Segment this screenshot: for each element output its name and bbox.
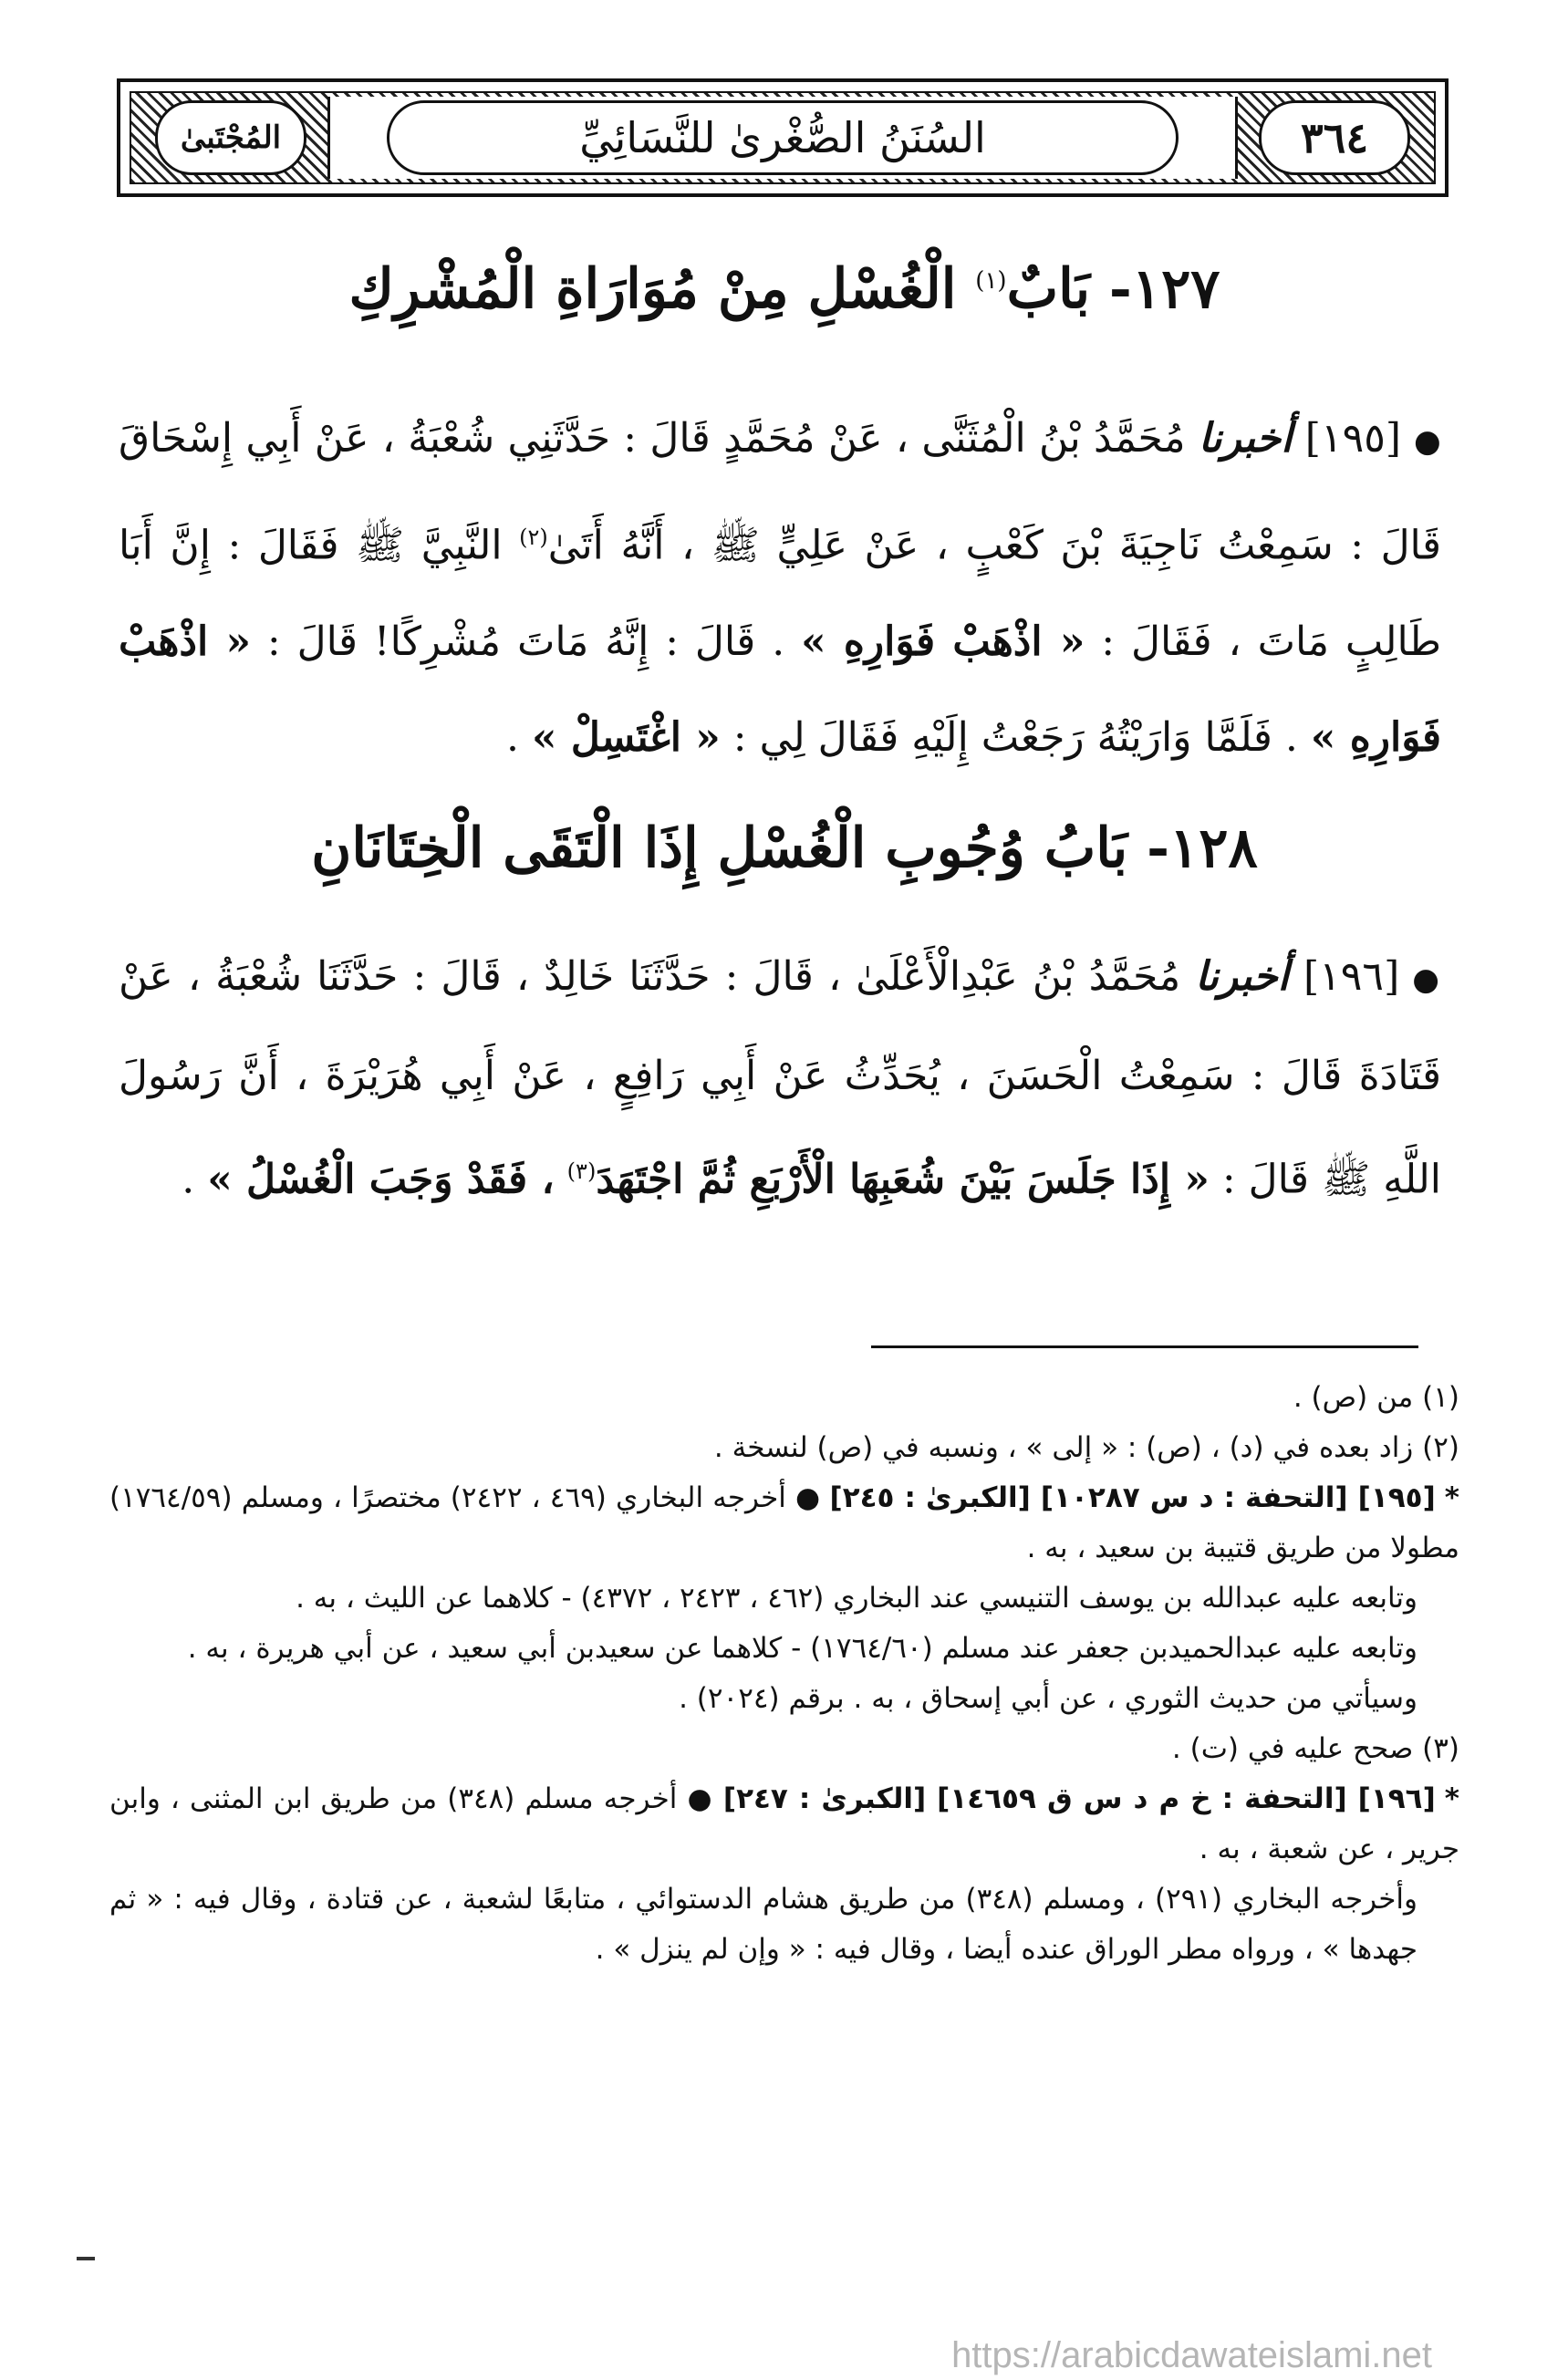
takhrij-195-note-b: وتابعه عليه عبدالحميدبن جعفر عند مسلم (١٧٦٤/٦٠) - كلاهما عن سعيدبن أبي سعيد ، عن أبي هريرة ، به . bbox=[187, 1632, 1417, 1665]
bullet-icon: ● bbox=[1414, 423, 1441, 460]
chapter-heading-127 bbox=[119, 257, 1450, 321]
chapter-heading-128: ١٢٨- بَابُ وُجُوبِ الْغُسْلِ إِذَا الْتَقَى الْخِتَانَانِ bbox=[311, 816, 1258, 880]
takhrij-195-note-c: وسيأتي من حديث الثوري ، عن أبي إسحاق ، به . برقم (٢٠٢٤) . bbox=[679, 1682, 1417, 1715]
takhrij-195 bbox=[109, 1473, 1459, 1574]
prophetic-quote: « اغْتَسِلْ » bbox=[532, 713, 721, 761]
hadith-text: النَّبِيَّ ﷺ فَقَالَ : إِنَّ أَبَا طَالِبٍ مَاتَ ، فَقَالَ : bbox=[119, 522, 1441, 665]
takhrij-text: أخرجه البخاري (٤٦٩ ، ٢٤٢٢) مختصرًا ، ومسلم (١٧٦٤/٥٩) مطولا من طريق قتيبة بن سعيد ، به . bbox=[109, 1481, 1459, 1564]
takhrij-ref: [١٩٥] [التحفة : د س ١٠٢٨٧] [الكبرىٰ : ٢٤٥] bbox=[829, 1481, 1436, 1514]
akhbarana-word: أخبرنا bbox=[1198, 415, 1293, 462]
takhrij-196-note-a: وأخرجه البخاري (٢٩١) ، ومسلم (٣٤٨) من طريق هشام الدستوائي ، متابعًا لشعبة ، عن قتادة ، وقال فيه : « ثم جهدها » ، ورواه مطر الوراق عنده أيضا ، وقال فيه : « وإن لم ينزل » . bbox=[109, 1883, 1418, 1966]
footnote-divider bbox=[871, 1345, 1418, 1348]
chapter-heading-127-post: الْغُسْلِ مِنْ مُوَارَاةِ الْمُشْرِكِ bbox=[348, 257, 976, 321]
margin-mark bbox=[77, 2257, 95, 2260]
akhbarana-word: أخبرنا bbox=[1195, 953, 1289, 1000]
prophetic-quote: « اذْهَبْ فَوَارِهِ » bbox=[801, 618, 1085, 665]
page-header bbox=[117, 78, 1449, 197]
page-number-cartouche bbox=[1259, 100, 1410, 175]
bullet-icon: ● bbox=[795, 1481, 821, 1514]
takhrij-ref: [١٩٦] [التحفة : خ م د س ق ١٤٦٥٩] [الكبرىٰ : ٢٤٧] bbox=[722, 1782, 1436, 1815]
chapter-heading-127-pre: ١٢٧- بَابٌ bbox=[1006, 257, 1220, 321]
page-number: ٣٦٤ bbox=[1300, 113, 1369, 162]
takhrij-196 bbox=[109, 1774, 1459, 1875]
hadith-number: [١٩٥] bbox=[1304, 415, 1402, 462]
takhrij-text: أخرجه مسلم (٣٤٨) من طريق ابن المثنى ، وابن جرير ، عن شعبة ، به . bbox=[109, 1782, 1459, 1865]
footnotes bbox=[109, 1373, 1459, 1975]
book-logo: المُجْتَبىٰ bbox=[180, 119, 282, 156]
asterisk-icon: * bbox=[1444, 1481, 1459, 1514]
footnote-2: (٢) زاد بعده في (د) ، (ص) : « إلى » ، ونسبه في (ص) لنسخة . bbox=[713, 1431, 1459, 1464]
asterisk-icon: * bbox=[1444, 1782, 1459, 1815]
bullet-icon: ● bbox=[687, 1782, 713, 1815]
footnote-3: (٣) صحح عليه في (ت) . bbox=[1171, 1732, 1459, 1765]
hadith-text: . فَلَمَّا وَارَيْتُهُ رَجَعْتُ إِلَيْهِ فَقَالَ لِي : bbox=[732, 713, 1298, 761]
hadith-195 bbox=[119, 390, 1441, 785]
hadith-text: . قَالَ : إِنَّهُ مَاتَ مُشْرِكًا! قَالَ : bbox=[266, 618, 785, 665]
hadith-text: مُحَمَّدُ بْنُ الْمُثَنَّى ، عَنْ مُحَمَّدٍ قَالَ : حَدَّثَنِي شُعْبَةُ ، عَنْ أَبِي إِسْحَاقَ قَالَ : سَمِعْتُ نَاجِيَةَ بْنَ كَعْبٍ ، عَنْ عَلِيٍّ ﷺ ، أَنَّهُ أَتَىٰ bbox=[119, 415, 1441, 569]
hadith-text: مُحَمَّدُ بْنُ عَبْدِالْأَعْلَىٰ ، قَالَ : حَدَّثَنَا خَالِدٌ ، قَالَ : حَدَّثَنَا شُعْبَةُ ، عَنْ قَتَادَةَ قَالَ : سَمِعْتُ الْحَسَنَ ، يُحَدِّثُ عَنْ أَبِي رَافِعٍ ، عَنْ أَبِي هُرَيْرَةَ ، أَنَّ رَسُولَ اللَّهِ ﷺ قَالَ : bbox=[119, 953, 1441, 1203]
hadith-text: . bbox=[182, 1156, 195, 1203]
watermark: https://arabicdawateislami.net bbox=[951, 2335, 1432, 2375]
hadith-text: . bbox=[506, 713, 520, 761]
footnote-ref-3: (٣) bbox=[566, 1158, 597, 1184]
logo-cartouche bbox=[155, 100, 306, 175]
prophetic-quote: « إِذَا جَلَسَ بَيْنَ شُعَبِهَا الْأَرْبَعِ ثُمَّ اجْتَهَدَ bbox=[596, 1156, 1210, 1203]
footnote-ref-1: (١) bbox=[975, 267, 1007, 295]
title-cartouche bbox=[387, 100, 1179, 175]
footnote-1: (١) من (ص) . bbox=[1293, 1381, 1459, 1414]
hadith-number: [١٩٦] bbox=[1303, 953, 1400, 1000]
prophetic-quote: « اذْهَبْ فَوَارِهِ » bbox=[119, 618, 1441, 761]
prophetic-quote: ، فَقَدْ وَجَبَ الْغُسْلُ » bbox=[207, 1156, 555, 1203]
book-title: السُنَنُ الصُّغْرىٰ للنَّسَائِيِّ bbox=[579, 113, 986, 162]
hadith-196 bbox=[119, 929, 1441, 1228]
bullet-icon: ● bbox=[1412, 961, 1441, 998]
footnote-ref-2: (٢) bbox=[519, 525, 548, 550]
takhrij-195-note-a: وتابعه عليه عبدالله بن يوسف التنيسي عند البخاري (٤٦٢ ، ٢٤٢٣ ، ٤٣٧٢) - كلاهما عن الليث ، به . bbox=[296, 1582, 1417, 1615]
header-ornament bbox=[130, 91, 1436, 184]
